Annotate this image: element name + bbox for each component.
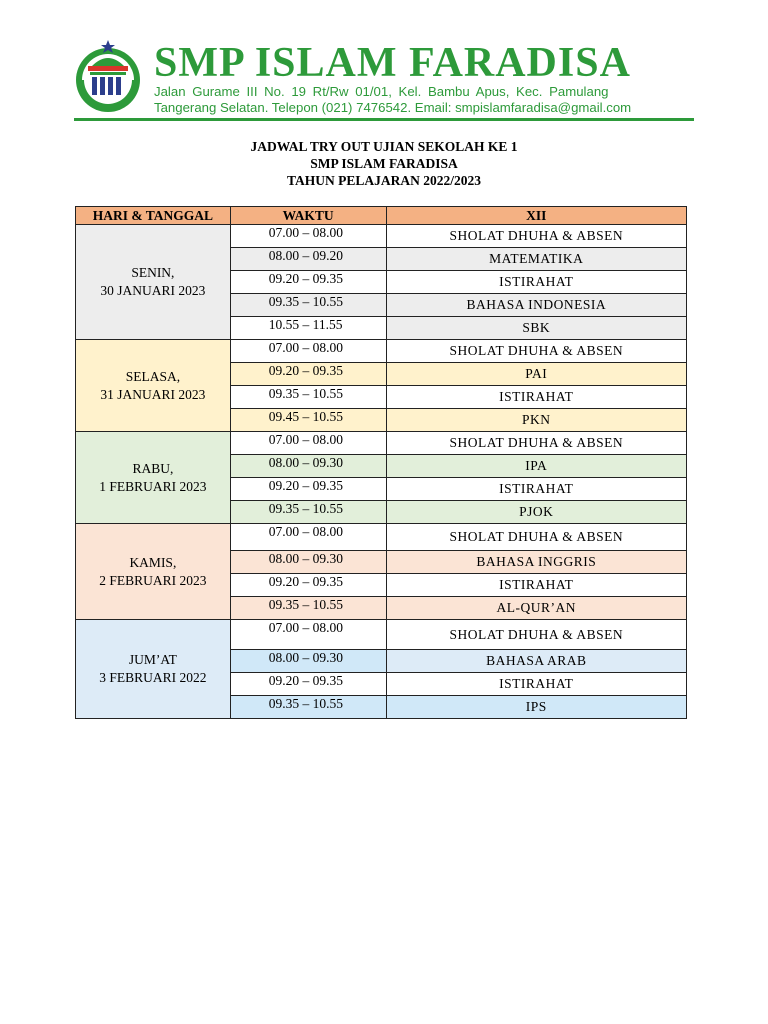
header-hari-tanggal: HARI & TANGGAL: [76, 207, 231, 225]
time-cell: 09.35 – 10.55: [230, 696, 386, 719]
time-cell: 08.00 – 09.20: [230, 248, 386, 271]
day-name: SELASA,: [125, 368, 181, 384]
time-cell: 08.00 – 09.30: [230, 551, 386, 574]
time-cell: 09.20 – 09.35: [230, 271, 386, 294]
day-date: 30 JANUARI 2023: [100, 283, 206, 298]
day-name: SENIN,: [131, 265, 175, 280]
table-row: [76, 620, 687, 650]
time-cell: 08.00 – 09.30: [230, 455, 386, 478]
subject-cell: IPA: [386, 455, 686, 478]
subject-cell: SBK: [386, 317, 686, 340]
subject-cell: BAHASA INGGRIS: [386, 551, 686, 574]
schedule-table: [75, 206, 687, 719]
time-cell: 09.20 – 09.35: [230, 673, 386, 696]
subject-cell: MATEMATIKA: [386, 248, 686, 271]
time-cell: 07.00 – 08.00: [230, 225, 386, 248]
document-subtitle-year: TAHUN PELAJARAN 2022/2023: [286, 173, 481, 188]
document-title-block: [0, 138, 768, 189]
letterhead-divider: [74, 118, 694, 121]
table-row: [76, 340, 687, 363]
time-cell: 09.20 – 09.35: [230, 478, 386, 501]
day-cell-jumat: [76, 620, 231, 719]
time-cell: 09.45 – 10.55: [230, 409, 386, 432]
subject-cell: ISTIRAHAT: [386, 478, 686, 501]
table-row: [76, 524, 687, 551]
time-cell: 10.55 – 11.55: [230, 317, 386, 340]
day-cell-rabu: [76, 432, 231, 524]
day-name: RABU,: [132, 460, 174, 476]
time-cell: 09.20 – 09.35: [230, 574, 386, 597]
mosque-star-logo-icon: [74, 36, 148, 116]
time-cell: 07.00 – 08.00: [230, 620, 386, 650]
day-cell-selasa: [76, 340, 231, 432]
time-cell: 09.35 – 10.55: [230, 386, 386, 409]
time-cell: 09.35 – 10.55: [230, 294, 386, 317]
document-subtitle-school: SMP ISLAM FARADISA: [310, 156, 458, 171]
day-cell-kamis: [76, 524, 231, 620]
subject-cell: PAI: [386, 363, 686, 386]
subject-cell: AL-QUR’AN: [386, 597, 686, 620]
subject-cell: SHOLAT DHUHA & ABSEN: [386, 620, 686, 650]
subject-cell: SHOLAT DHUHA & ABSEN: [386, 432, 686, 455]
time-cell: 08.00 – 09.30: [230, 650, 386, 673]
table-row: [76, 432, 687, 455]
address-line-1: Jalan Gurame III No. 19 Rt/Rw 01/01, Kel. Bambu Apus, Kec. Pamulang: [154, 84, 609, 99]
table-header-row: [76, 207, 687, 225]
day-name: KAMIS,: [129, 554, 177, 570]
address-line-2: Tangerang Selatan. Telepon (021) 7476542. Email: smpislamfaradisa@gmail.com: [154, 100, 632, 115]
subject-cell: PJOK: [386, 501, 686, 524]
subject-cell: ISTIRAHAT: [386, 271, 686, 294]
subject-cell: ISTIRAHAT: [386, 386, 686, 409]
time-cell: 09.35 – 10.55: [230, 501, 386, 524]
school-name: SMP ISLAM FARADISA: [154, 40, 631, 86]
subject-cell: SHOLAT DHUHA & ABSEN: [386, 524, 686, 551]
time-cell: 07.00 – 08.00: [230, 524, 386, 551]
day-date: 2 FEBRUARI 2023: [99, 572, 207, 588]
subject-cell: ISTIRAHAT: [386, 673, 686, 696]
time-cell: 09.35 – 10.55: [230, 597, 386, 620]
time-cell: 07.00 – 08.00: [230, 340, 386, 363]
subject-cell: BAHASA ARAB: [386, 650, 686, 673]
subject-cell: SHOLAT DHUHA & ABSEN: [386, 340, 686, 363]
day-date: 1 FEBRUARI 2023: [99, 478, 207, 494]
time-cell: 07.00 – 08.00: [230, 432, 386, 455]
time-cell: 09.20 – 09.35: [230, 363, 386, 386]
subject-cell: SHOLAT DHUHA & ABSEN: [386, 225, 686, 248]
subject-cell: PKN: [386, 409, 686, 432]
table-row: [76, 225, 687, 248]
day-date: 31 JANUARI 2023: [100, 386, 206, 402]
subject-cell: BAHASA INDONESIA: [386, 294, 686, 317]
subject-cell: IPS: [386, 696, 686, 719]
header-waktu: WAKTU: [230, 207, 386, 225]
day-date: 3 FEBRUARI 2022: [99, 670, 207, 685]
header-class: XII: [386, 207, 686, 225]
letterhead: [74, 32, 694, 124]
day-cell-senin: [76, 225, 231, 340]
day-name: JUM’AT: [128, 652, 177, 667]
subject-cell: ISTIRAHAT: [386, 574, 686, 597]
document-title: JADWAL TRY OUT UJIAN SEKOLAH KE 1: [250, 139, 518, 154]
